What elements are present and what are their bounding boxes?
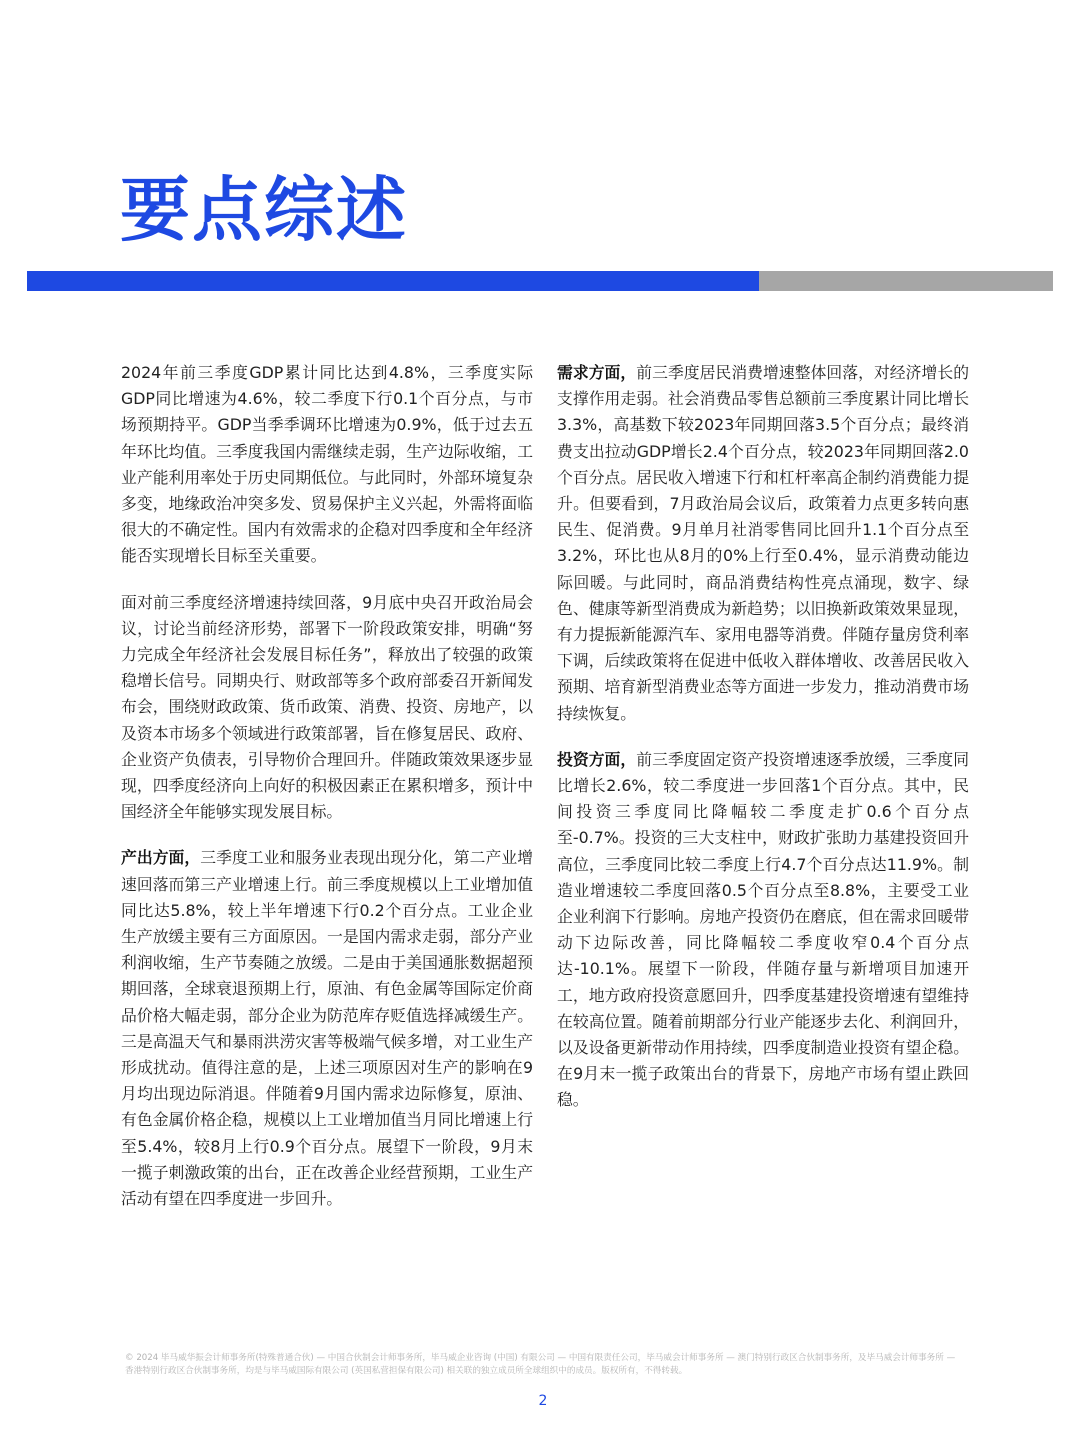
paragraph-text: 前三季度居民消费增速整体回落，对经济增长的支撑作用走弱。社会消费品零售总额前三季度累计同比增长3.3%，高基数下较2023年同期回落3.5个百分点；最终消费支出拉动GDP增长2.4个百分点，较2023年同期回落2.0个百分点。居民收入增速下行和杠杆率高企制约消费能力提升。但要看到，7月政治局会议后，政策着力点更多转向惠民生、促消费。9月单月社消零售同比回升1.1个百分点至3.2%，环比也从8月的0%上行至0.4%，显示消费动能边际回暖。与此同时，商品消费结构性亮点涌现，数字、绿色、健康等新型消费成为新趋势；以旧换新政策效果显现，有力提振新能源汽车、家用电器等消费。伴随存量房贷利率下调，后续政策将在促进中低收入群体增收、改善居民收入预期、培育新型消费业态等方面进一步发力，推动消费市场持续恢复。	[557, 363, 969, 723]
paragraph-output	[121, 845, 533, 1212]
footer-legal-notice: © 2024 毕马威华振会计师事务所(特殊普通合伙) — 中国合伙制会计师事务所，毕马威企业咨询 (中国) 有限公司 — 中国有限责任公司，毕马威会计师事务所 — 澳门特别行政区合伙制事务所，及毕马威会计师事务所 — 香港特别行政区合伙制事务所，均是与毕马威国际有限公司 (英国私营担保有限公司) 相关联的独立成员所全球组织中的成员。版权所有，不得转载。	[125, 1353, 956, 1376]
paragraph-text: 三季度工业和服务业表现出现分化，第二产业增速回落而第三产业增速上行。前三季度规模以上工业增加值同比达5.8%，较上半年增速下行0.2个百分点。工业企业生产放缓主要有三方面原因。一是国内需求走弱，部分产业利润收缩，生产节奏随之放缓。二是由于美国通胀数据超预期回落，全球衰退预期上行，原油、有色金属等国际定价商品价格大幅走弱，部分企业为防范库存贬值选择减缓生产。三是高温天气和暴雨洪涝灾害等极端气候多增，对工业生产形成扰动。值得注意的是，上述三项原因对生产的影响在9月均出现边际消退。伴随着9月国内需求边际修复，原油、有色金属价格企稳，规模以上工业增加值当月同比增速上行至5.4%，较8月上行0.9个百分点。展望下一阶段，9月末一揽子刺激政策的出台，正在改善企业经营预期，工业生产活动有望在四季度进一步回升。	[121, 848, 533, 1209]
paragraph	[121, 590, 533, 826]
paragraph-lead: 需求方面，	[557, 363, 637, 382]
paragraph-lead: 产出方面，	[121, 848, 201, 868]
right-text-column	[557, 360, 969, 1134]
page-title: 要点综述	[120, 169, 408, 251]
paragraph	[121, 360, 533, 570]
paragraph-demand	[557, 360, 969, 727]
paragraph-text: 2024年前三季度GDP累计同比达到4.8%，三季度实际GDP同比增速为4.6%，较二季度下行0.1个百分点，与市场预期持平。GDP当季季调环比增速为0.9%，低于过去五年环比均值。三季度我国内需继续走弱，生产边际收缩，工业产能利用率处于历史同期低位。与此同时，外部环境复杂多变，地缘政治冲突多发、贸易保护主义兴起，外需将面临很大的不确定性。国内有效需求的企稳对四季度和全年经济能否实现增长目标至关重要。	[121, 363, 533, 566]
divider-gray-segment	[759, 271, 1053, 291]
divider-blue-segment	[27, 271, 759, 291]
paragraph-lead: 投资方面，	[557, 749, 637, 769]
title-divider-bar	[27, 271, 1053, 291]
left-text-column	[121, 360, 533, 1232]
paragraph-investment	[557, 747, 969, 1114]
paragraph-text: 面对前三季度经济增速持续回落，9月底中央召开政治局会议，讨论当前经济形势，部署下一阶段政策安排，明确“努力完成全年经济社会发展目标任务”，释放出了较强的政策稳增长信号。同期央行、财政部等多个政府部委召开新闻发布会，围绕财政政策、货币政策、消费、投资、房地产，以及资本市场多个领域进行政策部署，旨在修复居民、政府、企业资产负债表，引导物价合理回升。伴随政策效果逐步显现，四季度经济向上向好的积极因素正在累积增多，预计中国经济全年能够实现发展目标。	[121, 592, 533, 822]
paragraph-text: 前三季度固定资产投资增速逐季放缓，三季度同比增长2.6%，较二季度进一步回落1个百分点。其中，民间投资三季度同比降幅较二季度走扩0.6个百分点至-0.7%。投资的三大支柱中，财政扩张助力基建投资回升高位，三季度同比较二季度上行4.7个百分点达11.9%。制造业增速较二季度回落0.5个百分点至8.8%，主要受工业企业利润下行影响。房地产投资仍在磨底，但在需求回暖带动下边际改善，同比降幅较二季度收窄0.4个百分点达-10.1%。展望下一阶段，伴随存量与新增项目加速开工，地方政府投资意愿回升，四季度基建投资增速有望维持在较高位置。随着前期部分行业产能逐步去化、利润回升，以及设备更新带动作用持续，四季度制造业投资有望企稳。在9月末一揽子政策出台的背景下，房地产市场有望止跌回稳。	[557, 749, 969, 1110]
page-number: 2	[538, 1393, 548, 1409]
